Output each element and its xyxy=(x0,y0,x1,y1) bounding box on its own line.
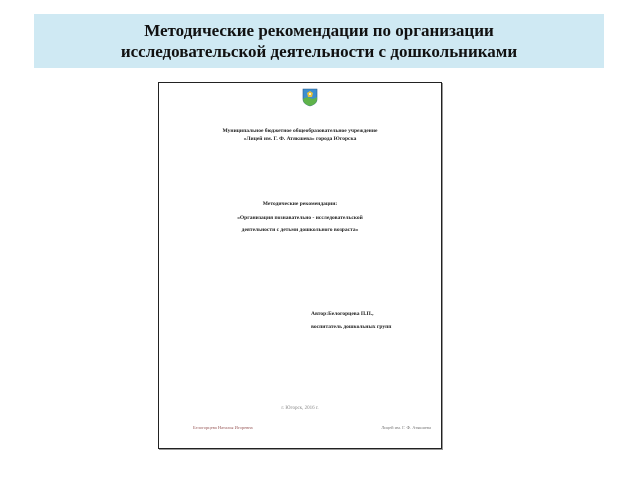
slide-title-line-1: Методические рекомендации по организации xyxy=(144,21,494,40)
document-page-preview xyxy=(158,82,442,449)
slide-title-line-2: исследовательской деятельности с дошкольниками xyxy=(120,42,518,61)
organization-line-1: Муниципальное бюджетное общеобразовательное учреждение xyxy=(222,128,378,134)
footer-author: Белогорцева Наталья Игоревна xyxy=(193,425,253,430)
author-position: воспитатель дошкольных групп xyxy=(311,324,392,330)
city-year: г. Югорск, 2016 г. xyxy=(281,406,319,411)
topic-line-2: деятельности с детьми дошкольного возраста» xyxy=(241,227,359,233)
footer-organization: Лицей им. Г. Ф. Атякшева xyxy=(381,425,431,430)
title-banner xyxy=(34,14,604,68)
city-coat-of-arms-icon xyxy=(302,88,318,107)
organization-line-2: «Лицей им. Г. Ф. Атякшева» города Югорска xyxy=(243,136,357,142)
document-heading: Методические рекомендации: xyxy=(262,201,338,207)
topic-line-1: «Организация познавательно - исследовательской xyxy=(237,215,363,221)
author-name: Автор:Белогорцева П.П., xyxy=(311,311,374,317)
